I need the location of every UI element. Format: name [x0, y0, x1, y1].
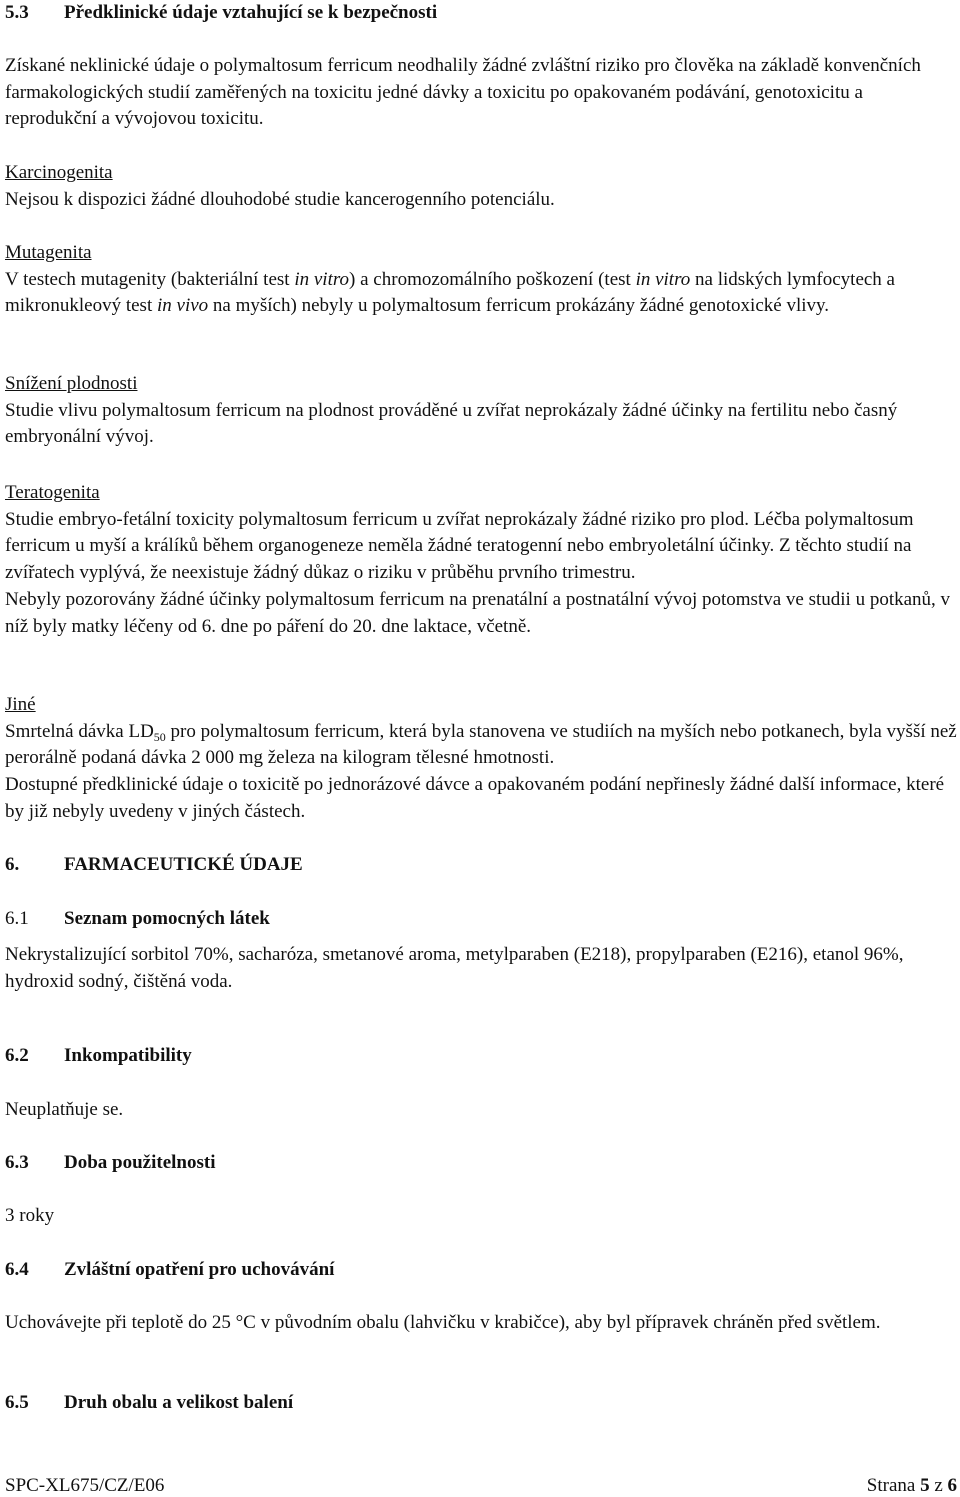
teratogenita-text-2: Nebyly pozorovány žádné účinky polymaltosum ferricum na prenatální a postnatální vývoj potomstva ve studii u potkanů, v níž byly matky léčeny od 6. dne po páření do 20. dne laktace, včetně.: [5, 588, 951, 637]
teratogenita-text-1: Studie embryo-fetální toxicity polymaltosum ferricum u zvířat neprokázaly žádné riziko pro plod. Léčba polymaltosum ferricum u myší a králíků během organogeneze neměla žádné teratogenní nebo embryoletální účinky. Z těchto studií na zvířatech vyplývá, že neexistuje žádný důkaz o riziku v průběhu prvního trimestru.: [5, 508, 914, 584]
fertility-block: [5, 371, 957, 451]
document-code: SPC-XL675/CZ/E06: [5, 1475, 165, 1496]
teratogenita-title: Teratogenita: [5, 482, 100, 503]
karcinogenita-title: Karcinogenita: [5, 162, 113, 183]
section-6-3-text: 3 roky: [5, 1205, 55, 1226]
section-6-2-text: Neuplatňuje se.: [5, 1099, 124, 1120]
jine-text-1: Smrtelná dávka $LD_{50}$ pro polymaltosum ferricum, která byla stanovena ve studiích na myších nebo potkanech, byla vyšší než perorálně podaná dávka 2 000 mg železa na kilogram tělesné hmotnosti.: [5, 720, 957, 769]
page-footer: [5, 1475, 957, 1497]
section-6-4-text: Uchovávejte při teplotě do 25 °C v původním obalu (lahvičku v krabičce), aby byl přípravek chráněn před světlem.: [5, 1312, 881, 1333]
section-6-heading: 6. FARMACEUTICKÉ ÚDAJE: [5, 854, 303, 875]
mutagenita-block: [5, 240, 957, 320]
section-title: Předklinické údaje vztahující se k bezpečnosti: [64, 2, 438, 23]
page-indicator: Strana 5 z 6: [866, 1475, 957, 1496]
teratogenita-block: [5, 480, 957, 640]
mutagenita-text: V testech mutagenity (bakteriální test in vitro) a chromozomálního poškození (test in vitro na lidských lymfocytech a mikronukleový test in vivo na myších) nebyly u polymaltosum ferricum prokázány žádné genotoxické vlivy.: [5, 268, 895, 317]
section-6-1-heading: 6.1 Seznam pomocných látek: [5, 908, 270, 929]
section-6-2-heading: 6.2 Inkompatibility: [5, 1045, 192, 1066]
jine-text-2: Dostupné předklinické údaje o toxicitě po jednorázové dávce a opakovaném podání nepřinesly žádné další informace, které by již nebyly uvedeny v jiných částech.: [5, 774, 945, 822]
section-number: 5.3: [5, 2, 29, 23]
section-6-5-heading: 6.5 Druh obalu a velikost balení: [5, 1392, 294, 1413]
intro-paragraph: Získané neklinické údaje o polymaltosum ferricum neodhalily žádné zvláštní riziko pro člověka na základě konvenčních farmakologických studií zaměřených na toxicitu jedné dávky a toxicitu po opakovaném podávání, genotoxicitu a reprodukční a vývojovou toxicitu.: [5, 55, 921, 130]
fertility-title: Snížení plodnosti: [5, 373, 138, 394]
section-6-4-heading: 6.4 Zvláštní opatření pro uchovávání: [5, 1259, 335, 1280]
karcinogenita-text: Nejsou k dispozici žádné dlouhodobé studie kancerogenního potenciálu.: [5, 188, 555, 210]
section-6-1-text: Nekrystalizující sorbitol 70%, sacharóza, smetanové aroma, metylparaben (E218), propylparaben (E216), etanol 96%, hydroxid sodný, čištěná voda.: [5, 944, 904, 992]
section-6-3-heading: 6.3 Doba použitelnosti: [5, 1152, 216, 1173]
fertility-text: Studie vlivu polymaltosum ferricum na plodnost prováděné u zvířat neprokázaly žádné účinky na fertilitu nebo časný embryonální vývoj.: [5, 399, 898, 448]
jine-block: [5, 692, 957, 826]
karcinogenita-block: [5, 160, 957, 213]
mutagenita-title: Mutagenita: [5, 242, 92, 263]
jine-title: Jiné: [5, 694, 36, 715]
section-5-3-heading: [5, 0, 957, 27]
